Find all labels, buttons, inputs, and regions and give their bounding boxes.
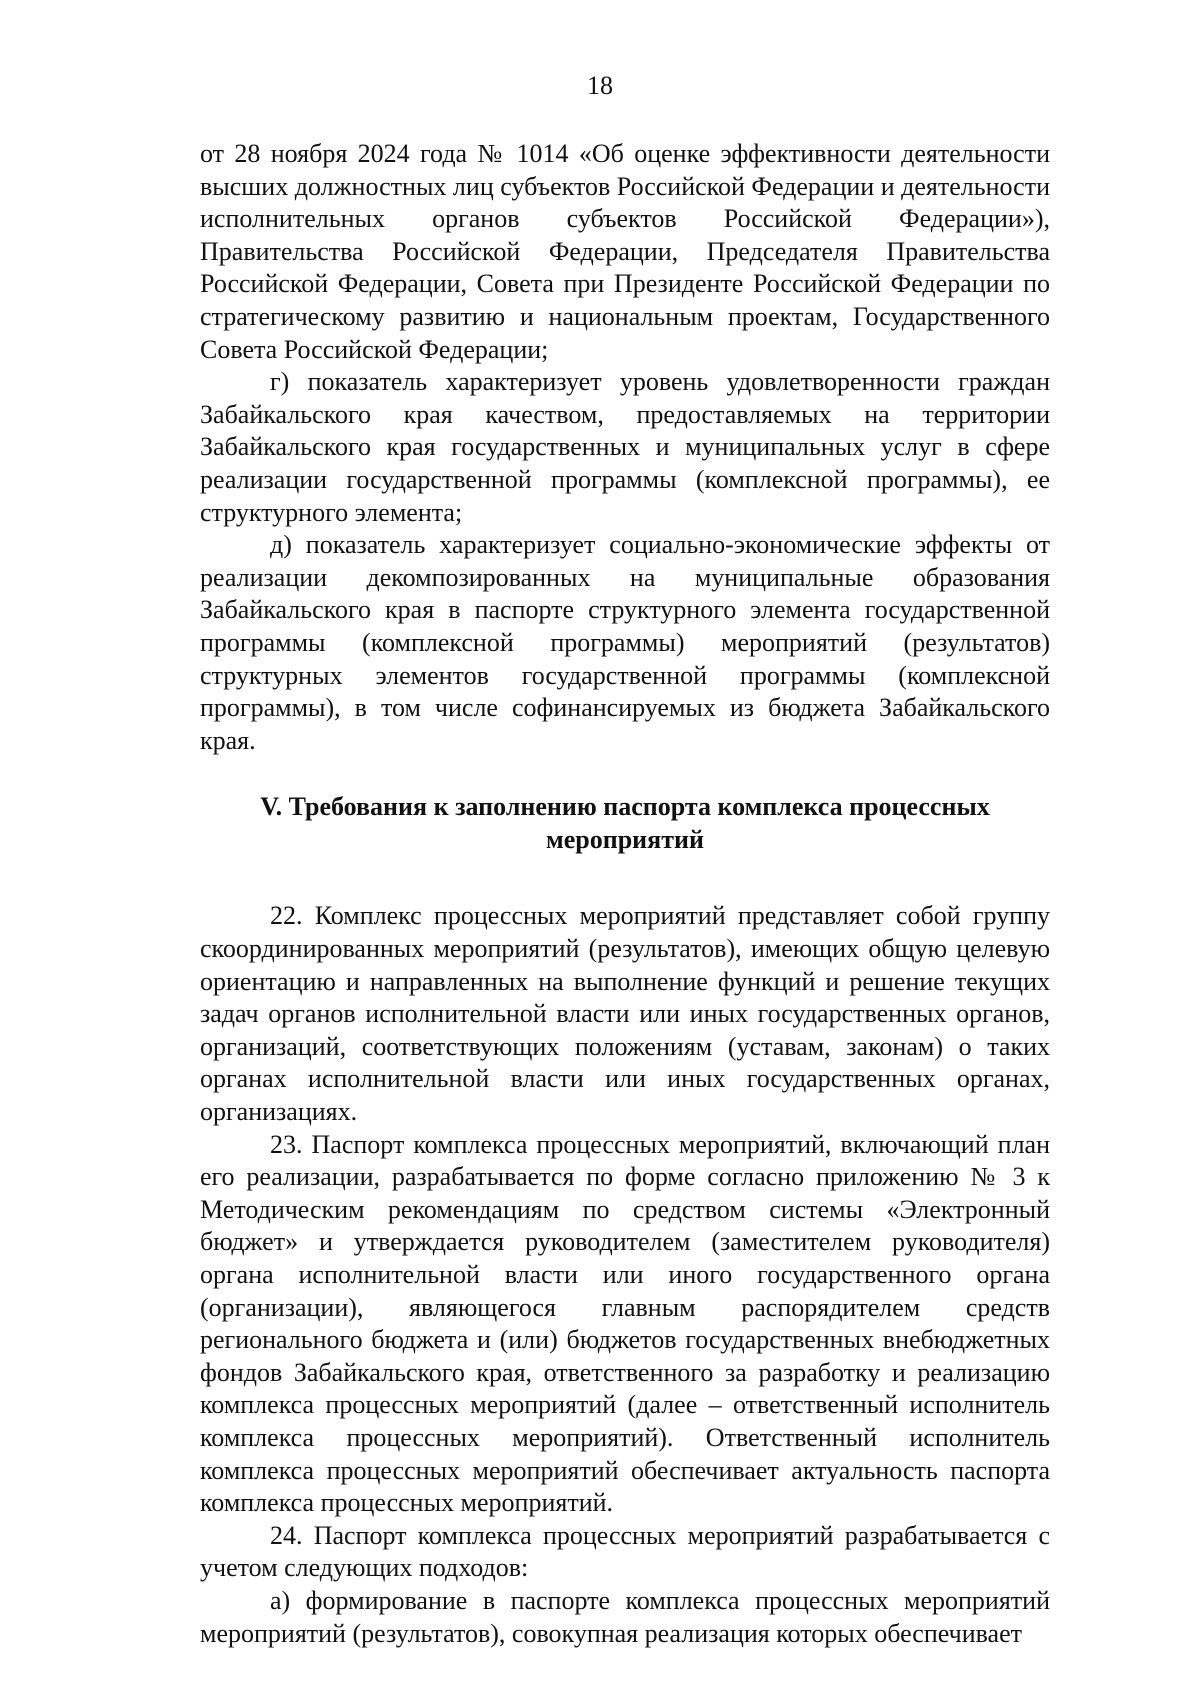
continuation-paragraph: от 28 ноября 2024 года № 1014 «Об оценке эффективности деятельности высших должностных лиц субъектов Российской Федерации и деятельности исполнительных органов субъектов Российской Федерации»), Правительства Российской Федерации, Председателя Правительства Российской Федерации, Совета при Президенте Российской Федерации по стратегическому развитию и национальным проектам, Государственного Совета Российской Федерации; xyxy=(200,139,1050,364)
clause-24a-paragraph: а) формирование в паспорте комплекса процессных мероприятий мероприятий (результатов), совокупная реализация которых обеспечивает xyxy=(200,1585,1050,1648)
item-g-paragraph: г) показатель характеризует уровень удовлетворенности граждан Забайкальского края качеством, предоставляемых на территории Забайкальского края государственных и муниципальных услуг в сфере реализации государственной программы (комплексной программы), ее структурного элемента; xyxy=(200,367,1050,527)
clause-22-paragraph: 22. Комплекс процессных мероприятий представляет собой группу скоординированных мероприятий (результатов), имеющих общую целевую ориентацию и направленных на выполнение функций и решение текущих задач органов исполнительной власти или иных государственных органов, организаций, соответствующих положениям (уставам, законам) о таких органах исполнительной власти или иных государственных органах, организациях. xyxy=(200,901,1050,1127)
clause-23-paragraph: 23. Паспорт комплекса процессных мероприятий, включающий план его реализации, разрабатывается по форме согласно приложению № 3 к Методическим рекомендациям по средством системы «Электронный бюджет» и утверждается руководителем (заместителем руководителя) органа исполнительной власти или иного государственного органа (организации), являющегося главным распорядителем средств регионального бюджета и (или) бюджетов государственных внебюджетных фондов Забайкальского края, ответственного за разработку и реализацию комплекса процессных мероприятий (далее – ответственный исполнитель комплекса процессных мероприятий). Ответственный исполнитель комплекса процессных мероприятий обеспечивает актуальность паспорта комплекса процессных мероприятий. xyxy=(200,1129,1050,1518)
item-d-paragraph: д) показатель характеризует социально-экономические эффекты от реализации декомпозированных на муниципальные образования Забайкальского края в паспорте структурного элемента государственной программы (комплексной программы) мероприятий (результатов) структурных элементов государственной программы (комплексной программы), в том числе софинансируемых из бюджета Забайкальского края. xyxy=(200,530,1050,755)
document-body xyxy=(200,138,1050,1650)
page-number: 18 xyxy=(587,71,613,100)
section-heading: V. Требования к заполнению паспорта комплекса процессных мероприятий xyxy=(260,792,990,854)
clause-24-paragraph: 24. Паспорт комплекса процессных мероприятий разрабатывается с учетом следующих подходов: xyxy=(200,1520,1050,1583)
